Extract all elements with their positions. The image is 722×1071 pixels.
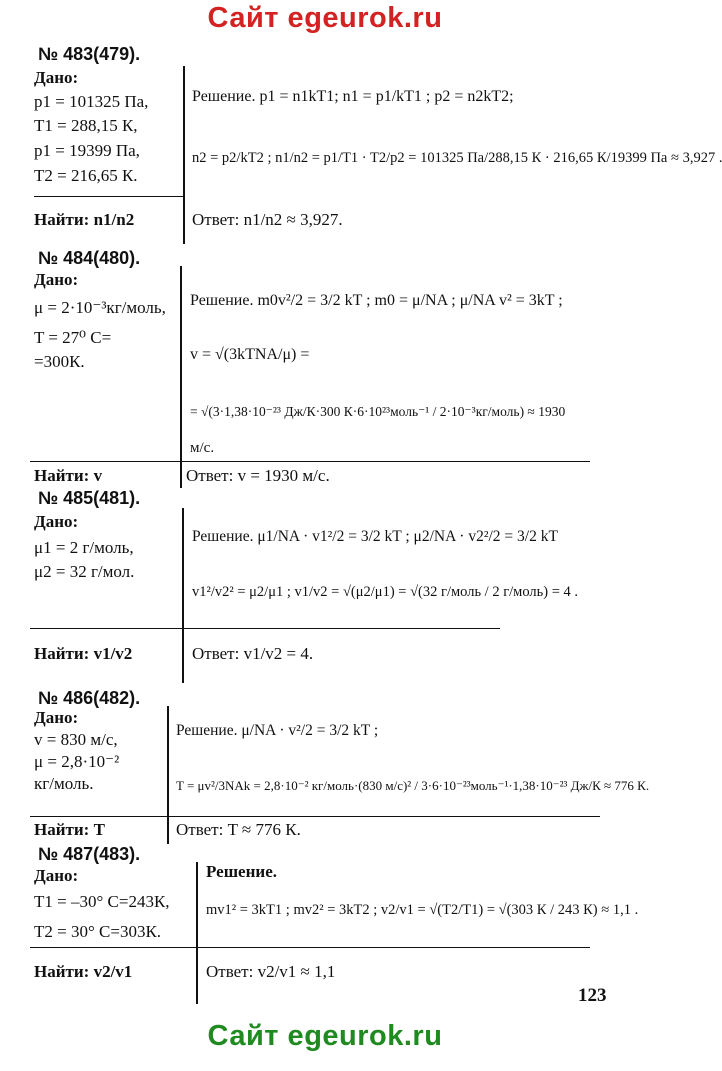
row-divider — [34, 196, 183, 197]
solution-line: mv1² = 3kT1 ; mv2² = 3kT2 ; v2/v1 = √(T2/T1) = √(303 К / 243 К) ≈ 1,1 . — [206, 902, 639, 918]
problem-title: № 486(482). — [38, 688, 141, 708]
column-divider — [180, 266, 182, 488]
given-line: μ1 = 2 г/моль, — [34, 538, 134, 557]
solution-line: м/с. — [190, 440, 215, 456]
solution-line: Решение. — [206, 862, 277, 881]
answer: Ответ: T ≈ 776 К. — [176, 820, 301, 839]
solution-line: n2 = p2/kT2 ; n1/n2 = p1/T1 · T2/p2 = 101325 Па/288,15 К · 216,65 К/19399 Па ≈ 3,927 . — [192, 150, 722, 166]
row-divider — [30, 947, 590, 948]
find-label: Найти: n1/n2 — [34, 210, 135, 229]
given-line: T2 = 30° С=303К. — [34, 922, 162, 941]
answer: Ответ: v2/v1 ≈ 1,1 — [206, 962, 336, 981]
problem-title: № 484(480). — [38, 248, 141, 268]
given-line: μ = 2,8·10⁻² — [34, 752, 120, 771]
given-line: μ = 2·10⁻³кг/моль, — [34, 298, 166, 317]
solution-line: Решение. m0v²/2 = 3/2 kT ; m0 = μ/NA ; μ/NA v² = 3kT ; — [190, 292, 563, 309]
given-line: T = 27⁰ С= — [34, 328, 112, 347]
problem-title: № 483(479). — [38, 44, 141, 64]
problem-485 — [0, 488, 650, 688]
problem-title: № 487(483). — [38, 844, 141, 864]
solution-line: v = √(3kTNA/μ) = — [190, 346, 310, 363]
answer: Ответ: v = 1930 м/с. — [186, 466, 330, 485]
given-line: v = 830 м/с, — [34, 730, 118, 749]
site-banner-bottom: Сайт egeurok.ru — [207, 1020, 443, 1052]
solution-line: = √(3·1,38·10⁻²³ Дж/К·300 К·6·10²³моль⁻¹ / 2·10⁻³кг/моль) ≈ 1930 — [190, 404, 566, 419]
row-divider — [30, 461, 590, 462]
find-label: Найти: v2/v1 — [34, 962, 133, 981]
given-label: Дано: — [34, 512, 79, 531]
given-label: Дано: — [34, 270, 79, 289]
page-number: 123 — [578, 985, 607, 1006]
problem-483 — [0, 38, 722, 248]
row-divider — [30, 628, 500, 629]
given-line: =300К. — [34, 352, 85, 371]
given-line: p1 = 101325 Па, — [34, 92, 149, 111]
column-divider — [196, 862, 198, 1004]
given-line: T1 = 288,15 К, — [34, 116, 138, 135]
given-line: кг/моль. — [34, 774, 94, 793]
given-label: Дано: — [34, 68, 79, 87]
answer: Ответ: v1/v2 = 4. — [192, 644, 314, 663]
site-banner-top: Сайт egeurok.ru — [207, 2, 443, 34]
column-divider — [167, 706, 169, 844]
find-label: Найти: v1/v2 — [34, 644, 133, 663]
solution-line: T = μv²/3NAk = 2,8·10⁻² кг/моль·(830 м/с)² / 3·6·10⁻²³моль⁻¹·1,38·10⁻²³ Дж/К ≈ 776 К. — [176, 778, 650, 793]
given-line: μ2 = 32 г/мол. — [34, 562, 135, 581]
given-line: T2 = 216,65 К. — [34, 166, 138, 185]
column-divider — [182, 508, 184, 683]
find-label: Найти: v — [34, 466, 103, 485]
given-line: T1 = –30° С=243К, — [34, 892, 170, 911]
solution-line: Решение. p1 = n1kT1; n1 = p1/kT1 ; p2 = n2kT2; — [192, 88, 514, 105]
problem-486 — [0, 688, 650, 844]
problem-title: № 485(481). — [38, 488, 141, 508]
solution-line: Решение. μ/NA · v²/2 = 3/2 kT ; — [176, 722, 379, 739]
column-divider — [183, 66, 185, 244]
problem-487 — [0, 844, 650, 1004]
solution-line: v1²/v2² = μ2/μ1 ; v1/v2 = √(μ2/μ1) = √(32 г/моль / 2 г/моль) = 4 . — [192, 584, 579, 600]
find-label: Найти: T — [34, 820, 105, 839]
solution-line: Решение. μ1/NA · v1²/2 = 3/2 kT ; μ2/NA · v2²/2 = 3/2 kT — [192, 528, 558, 545]
given-label: Дано: — [34, 866, 79, 885]
row-divider — [30, 816, 600, 817]
problem-484 — [0, 248, 650, 488]
given-line: p1 = 19399 Па, — [34, 141, 140, 160]
given-label: Дано: — [34, 708, 79, 727]
answer: Ответ: n1/n2 ≈ 3,927. — [192, 210, 343, 229]
